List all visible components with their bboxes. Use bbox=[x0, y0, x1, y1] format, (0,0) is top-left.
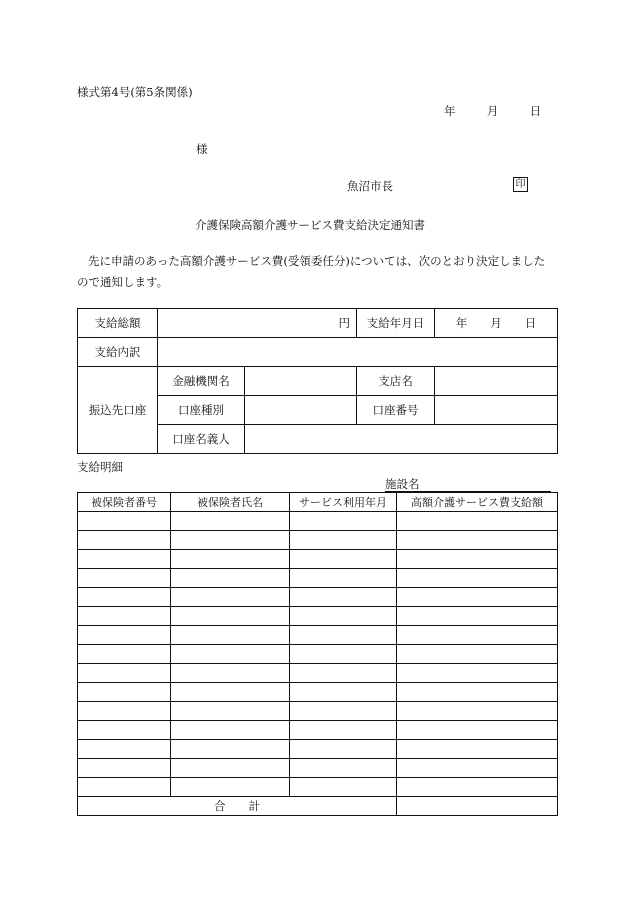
date-month: 月 bbox=[486, 104, 499, 118]
table-cell[interactable] bbox=[397, 645, 558, 664]
account-number-label: 口座番号 bbox=[357, 396, 435, 425]
total-amount-cell[interactable] bbox=[397, 797, 558, 816]
payment-row-details bbox=[78, 338, 558, 367]
table-cell[interactable] bbox=[78, 664, 171, 683]
table-row bbox=[78, 607, 558, 626]
table-cell[interactable] bbox=[78, 550, 171, 569]
branch-name-label: 支店名 bbox=[357, 367, 435, 396]
table-cell[interactable] bbox=[397, 588, 558, 607]
account-type-field[interactable] bbox=[245, 396, 357, 425]
seal-mark: 印 bbox=[513, 177, 528, 192]
table-cell[interactable] bbox=[397, 531, 558, 550]
table-cell[interactable] bbox=[171, 569, 290, 588]
table-row bbox=[78, 759, 558, 778]
table-row bbox=[78, 702, 558, 721]
date-year: 年 bbox=[444, 104, 456, 118]
table-cell[interactable] bbox=[397, 664, 558, 683]
yen-unit: 円 bbox=[338, 316, 350, 330]
date-header bbox=[444, 103, 541, 119]
table-row bbox=[78, 588, 558, 607]
table-cell[interactable] bbox=[78, 721, 171, 740]
column-header: サービス利用年月 bbox=[290, 493, 397, 512]
table-cell[interactable] bbox=[290, 721, 397, 740]
table-cell[interactable] bbox=[397, 683, 558, 702]
account-holder-label: 口座名義人 bbox=[158, 425, 245, 454]
table-row bbox=[78, 778, 558, 797]
payment-date-label: 支給年月日 bbox=[357, 309, 435, 338]
table-cell[interactable] bbox=[290, 664, 397, 683]
recipient-suffix: 様 bbox=[196, 142, 208, 156]
details-label: 支給内訳 bbox=[78, 338, 158, 367]
table-cell[interactable] bbox=[171, 759, 290, 778]
facility-name-field[interactable] bbox=[385, 477, 551, 492]
detail-body bbox=[78, 512, 558, 797]
date-day: 日 bbox=[529, 104, 542, 118]
total-label: 合 計 bbox=[78, 797, 397, 816]
table-cell[interactable] bbox=[397, 512, 558, 531]
table-cell[interactable] bbox=[171, 607, 290, 626]
table-cell[interactable] bbox=[171, 531, 290, 550]
table-cell[interactable] bbox=[290, 588, 397, 607]
account-number-field[interactable] bbox=[435, 396, 558, 425]
table-row bbox=[78, 683, 558, 702]
detail-table bbox=[77, 492, 558, 816]
table-cell[interactable] bbox=[290, 759, 397, 778]
bank-name-label: 金融機関名 bbox=[158, 367, 245, 396]
account-type-label: 口座種別 bbox=[158, 396, 245, 425]
table-cell[interactable] bbox=[397, 569, 558, 588]
table-cell[interactable] bbox=[290, 531, 397, 550]
form-number: 様式第4号(第5条関係) bbox=[77, 85, 193, 99]
table-cell[interactable] bbox=[78, 626, 171, 645]
document-title: 介護保険高額介護サービス費支給決定通知書 bbox=[195, 218, 425, 232]
table-cell[interactable] bbox=[78, 759, 171, 778]
table-cell[interactable] bbox=[171, 721, 290, 740]
payment-table bbox=[77, 308, 558, 454]
transfer-account-label: 振込先口座 bbox=[78, 367, 158, 454]
table-cell[interactable] bbox=[78, 531, 171, 550]
table-cell[interactable] bbox=[397, 759, 558, 778]
table-cell[interactable] bbox=[171, 626, 290, 645]
issuer: 魚沼市長 bbox=[347, 179, 393, 193]
total-row bbox=[78, 797, 558, 816]
table-cell[interactable] bbox=[397, 740, 558, 759]
table-cell[interactable] bbox=[290, 626, 397, 645]
table-cell[interactable] bbox=[290, 740, 397, 759]
branch-name-field[interactable] bbox=[435, 367, 558, 396]
bank-name-field[interactable] bbox=[245, 367, 357, 396]
table-cell[interactable] bbox=[171, 645, 290, 664]
table-cell[interactable] bbox=[171, 588, 290, 607]
table-cell[interactable] bbox=[397, 702, 558, 721]
details-field[interactable] bbox=[158, 338, 558, 367]
table-row bbox=[78, 645, 558, 664]
table-cell[interactable] bbox=[290, 550, 397, 569]
table-cell[interactable] bbox=[290, 607, 397, 626]
account-holder-field[interactable] bbox=[245, 425, 558, 454]
detail-header-row bbox=[78, 493, 558, 512]
table-cell[interactable] bbox=[290, 683, 397, 702]
table-cell[interactable] bbox=[78, 645, 171, 664]
table-cell[interactable] bbox=[78, 702, 171, 721]
payment-row-bank bbox=[78, 367, 558, 396]
table-cell[interactable] bbox=[397, 778, 558, 797]
table-row bbox=[78, 740, 558, 759]
table-cell[interactable] bbox=[171, 740, 290, 759]
total-amount-label: 支給総額 bbox=[78, 309, 158, 338]
total-amount-field[interactable] bbox=[158, 309, 357, 338]
table-cell[interactable] bbox=[290, 512, 397, 531]
table-cell[interactable] bbox=[78, 607, 171, 626]
table-cell[interactable] bbox=[397, 626, 558, 645]
table-cell[interactable] bbox=[171, 702, 290, 721]
table-row bbox=[78, 721, 558, 740]
table-cell[interactable] bbox=[397, 550, 558, 569]
table-cell[interactable] bbox=[171, 664, 290, 683]
table-row bbox=[78, 531, 558, 550]
payment-row-total bbox=[78, 309, 558, 338]
table-cell[interactable] bbox=[290, 645, 397, 664]
column-header: 高額介護サービス費支給額 bbox=[397, 493, 558, 512]
table-cell[interactable] bbox=[397, 607, 558, 626]
table-cell[interactable] bbox=[78, 512, 171, 531]
table-row bbox=[78, 569, 558, 588]
column-header: 被保険者番号 bbox=[78, 493, 171, 512]
payment-date-field[interactable]: 年 月 日 bbox=[435, 309, 558, 338]
table-cell[interactable] bbox=[290, 778, 397, 797]
table-row bbox=[78, 512, 558, 531]
facility-label: 施設名 bbox=[385, 477, 420, 491]
table-cell[interactable] bbox=[290, 702, 397, 721]
table-cell[interactable] bbox=[171, 778, 290, 797]
detail-caption: 支給明細 bbox=[77, 460, 123, 474]
body-text: 先に申請のあった高額介護サービス費(受領委任分)については、次のとおり決定しましたので通知します。 bbox=[77, 254, 546, 289]
table-cell[interactable] bbox=[171, 683, 290, 702]
table-row bbox=[78, 664, 558, 683]
table-cell[interactable] bbox=[171, 550, 290, 569]
table-cell[interactable] bbox=[78, 569, 171, 588]
table-cell[interactable] bbox=[78, 740, 171, 759]
table-row bbox=[78, 626, 558, 645]
table-cell[interactable] bbox=[78, 588, 171, 607]
table-cell[interactable] bbox=[397, 721, 558, 740]
table-cell[interactable] bbox=[78, 778, 171, 797]
table-row bbox=[78, 550, 558, 569]
column-header: 被保険者氏名 bbox=[171, 493, 290, 512]
table-cell[interactable] bbox=[171, 512, 290, 531]
table-cell[interactable] bbox=[290, 569, 397, 588]
table-cell[interactable] bbox=[78, 683, 171, 702]
